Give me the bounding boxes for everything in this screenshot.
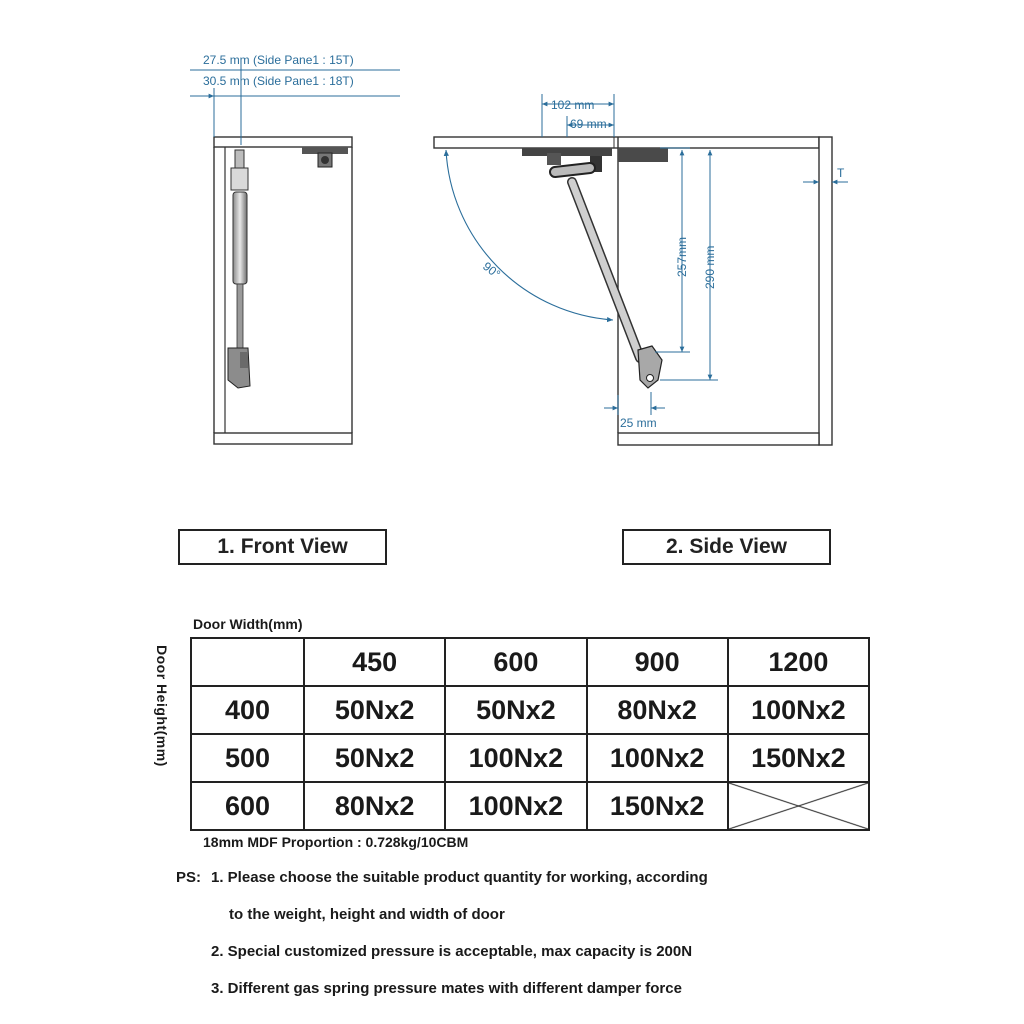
width-header: 1200 <box>728 638 869 686</box>
table-cell: 80Nx2 <box>304 782 445 830</box>
table-cell: 50Nx2 <box>304 734 445 782</box>
front-mount-bracket <box>302 147 348 167</box>
side-cabinet-wall <box>819 137 832 445</box>
force-table <box>190 637 870 831</box>
table-row <box>191 734 869 782</box>
note-3: 3. Different gas spring pressure mates with different damper force <box>211 980 682 997</box>
table-cell: 100Nx2 <box>587 734 728 782</box>
side-view-drawing <box>434 94 848 445</box>
note-1: 1. Please choose the suitable product quantity for working, according <box>211 869 708 886</box>
front-view-drawing <box>190 53 400 444</box>
note-1-continued: to the weight, height and width of door <box>229 906 505 923</box>
side-gas-strut <box>555 168 662 388</box>
table-corner <box>191 638 304 686</box>
table-cell: 150Nx2 <box>587 782 728 830</box>
side-cabinet-bottom <box>618 433 819 445</box>
table-row <box>191 686 869 734</box>
table-cell: 100Nx2 <box>728 686 869 734</box>
dim-290: 290 mm <box>703 245 717 289</box>
height-header: 500 <box>191 734 304 782</box>
dim-side-panel-18t: 30.5 mm (Side Pane1 : 18T) <box>203 74 354 88</box>
side-door-panel <box>434 137 819 148</box>
width-header: 600 <box>445 638 586 686</box>
table-cell-na <box>728 782 869 830</box>
height-header: 400 <box>191 686 304 734</box>
table-cell: 50Nx2 <box>445 686 586 734</box>
front-cabinet-top <box>214 137 352 147</box>
table-cell: 50Nx2 <box>304 686 445 734</box>
table-cell: 150Nx2 <box>728 734 869 782</box>
table-row <box>191 782 869 830</box>
ps-label: PS: <box>176 869 202 886</box>
dim-angle: 90° <box>480 259 504 282</box>
table-header-row <box>191 638 869 686</box>
front-view-label: 1. Front View <box>178 529 387 565</box>
table-cell: 100Nx2 <box>445 782 586 830</box>
door-width-label: Door Width(mm) <box>193 616 303 632</box>
height-header: 600 <box>191 782 304 830</box>
front-cabinet-bottom <box>214 433 352 444</box>
width-header: 450 <box>304 638 445 686</box>
dim-25: 25 mm <box>620 416 657 430</box>
width-header: 900 <box>587 638 728 686</box>
note-2: 2. Special customized pressure is acceptable, max capacity is 200N <box>211 943 693 960</box>
dim-69: 69 mm <box>570 117 607 131</box>
table-cell: 100Nx2 <box>445 734 586 782</box>
front-gas-strut <box>228 150 250 388</box>
dim-side-panel-15t: 27.5 mm (Side Pane1 : 15T) <box>203 53 354 67</box>
dim-102: 102 mm <box>551 98 595 112</box>
mdf-note: 18mm MDF Proportion : 0.728kg/10CBM <box>203 834 469 850</box>
side-view-label: 2. Side View <box>622 529 831 565</box>
table-cell: 80Nx2 <box>587 686 728 734</box>
dim-257: 257mm <box>675 236 689 277</box>
dim-thickness: T <box>837 166 845 180</box>
door-height-label: Door Height(mm) <box>154 645 170 767</box>
